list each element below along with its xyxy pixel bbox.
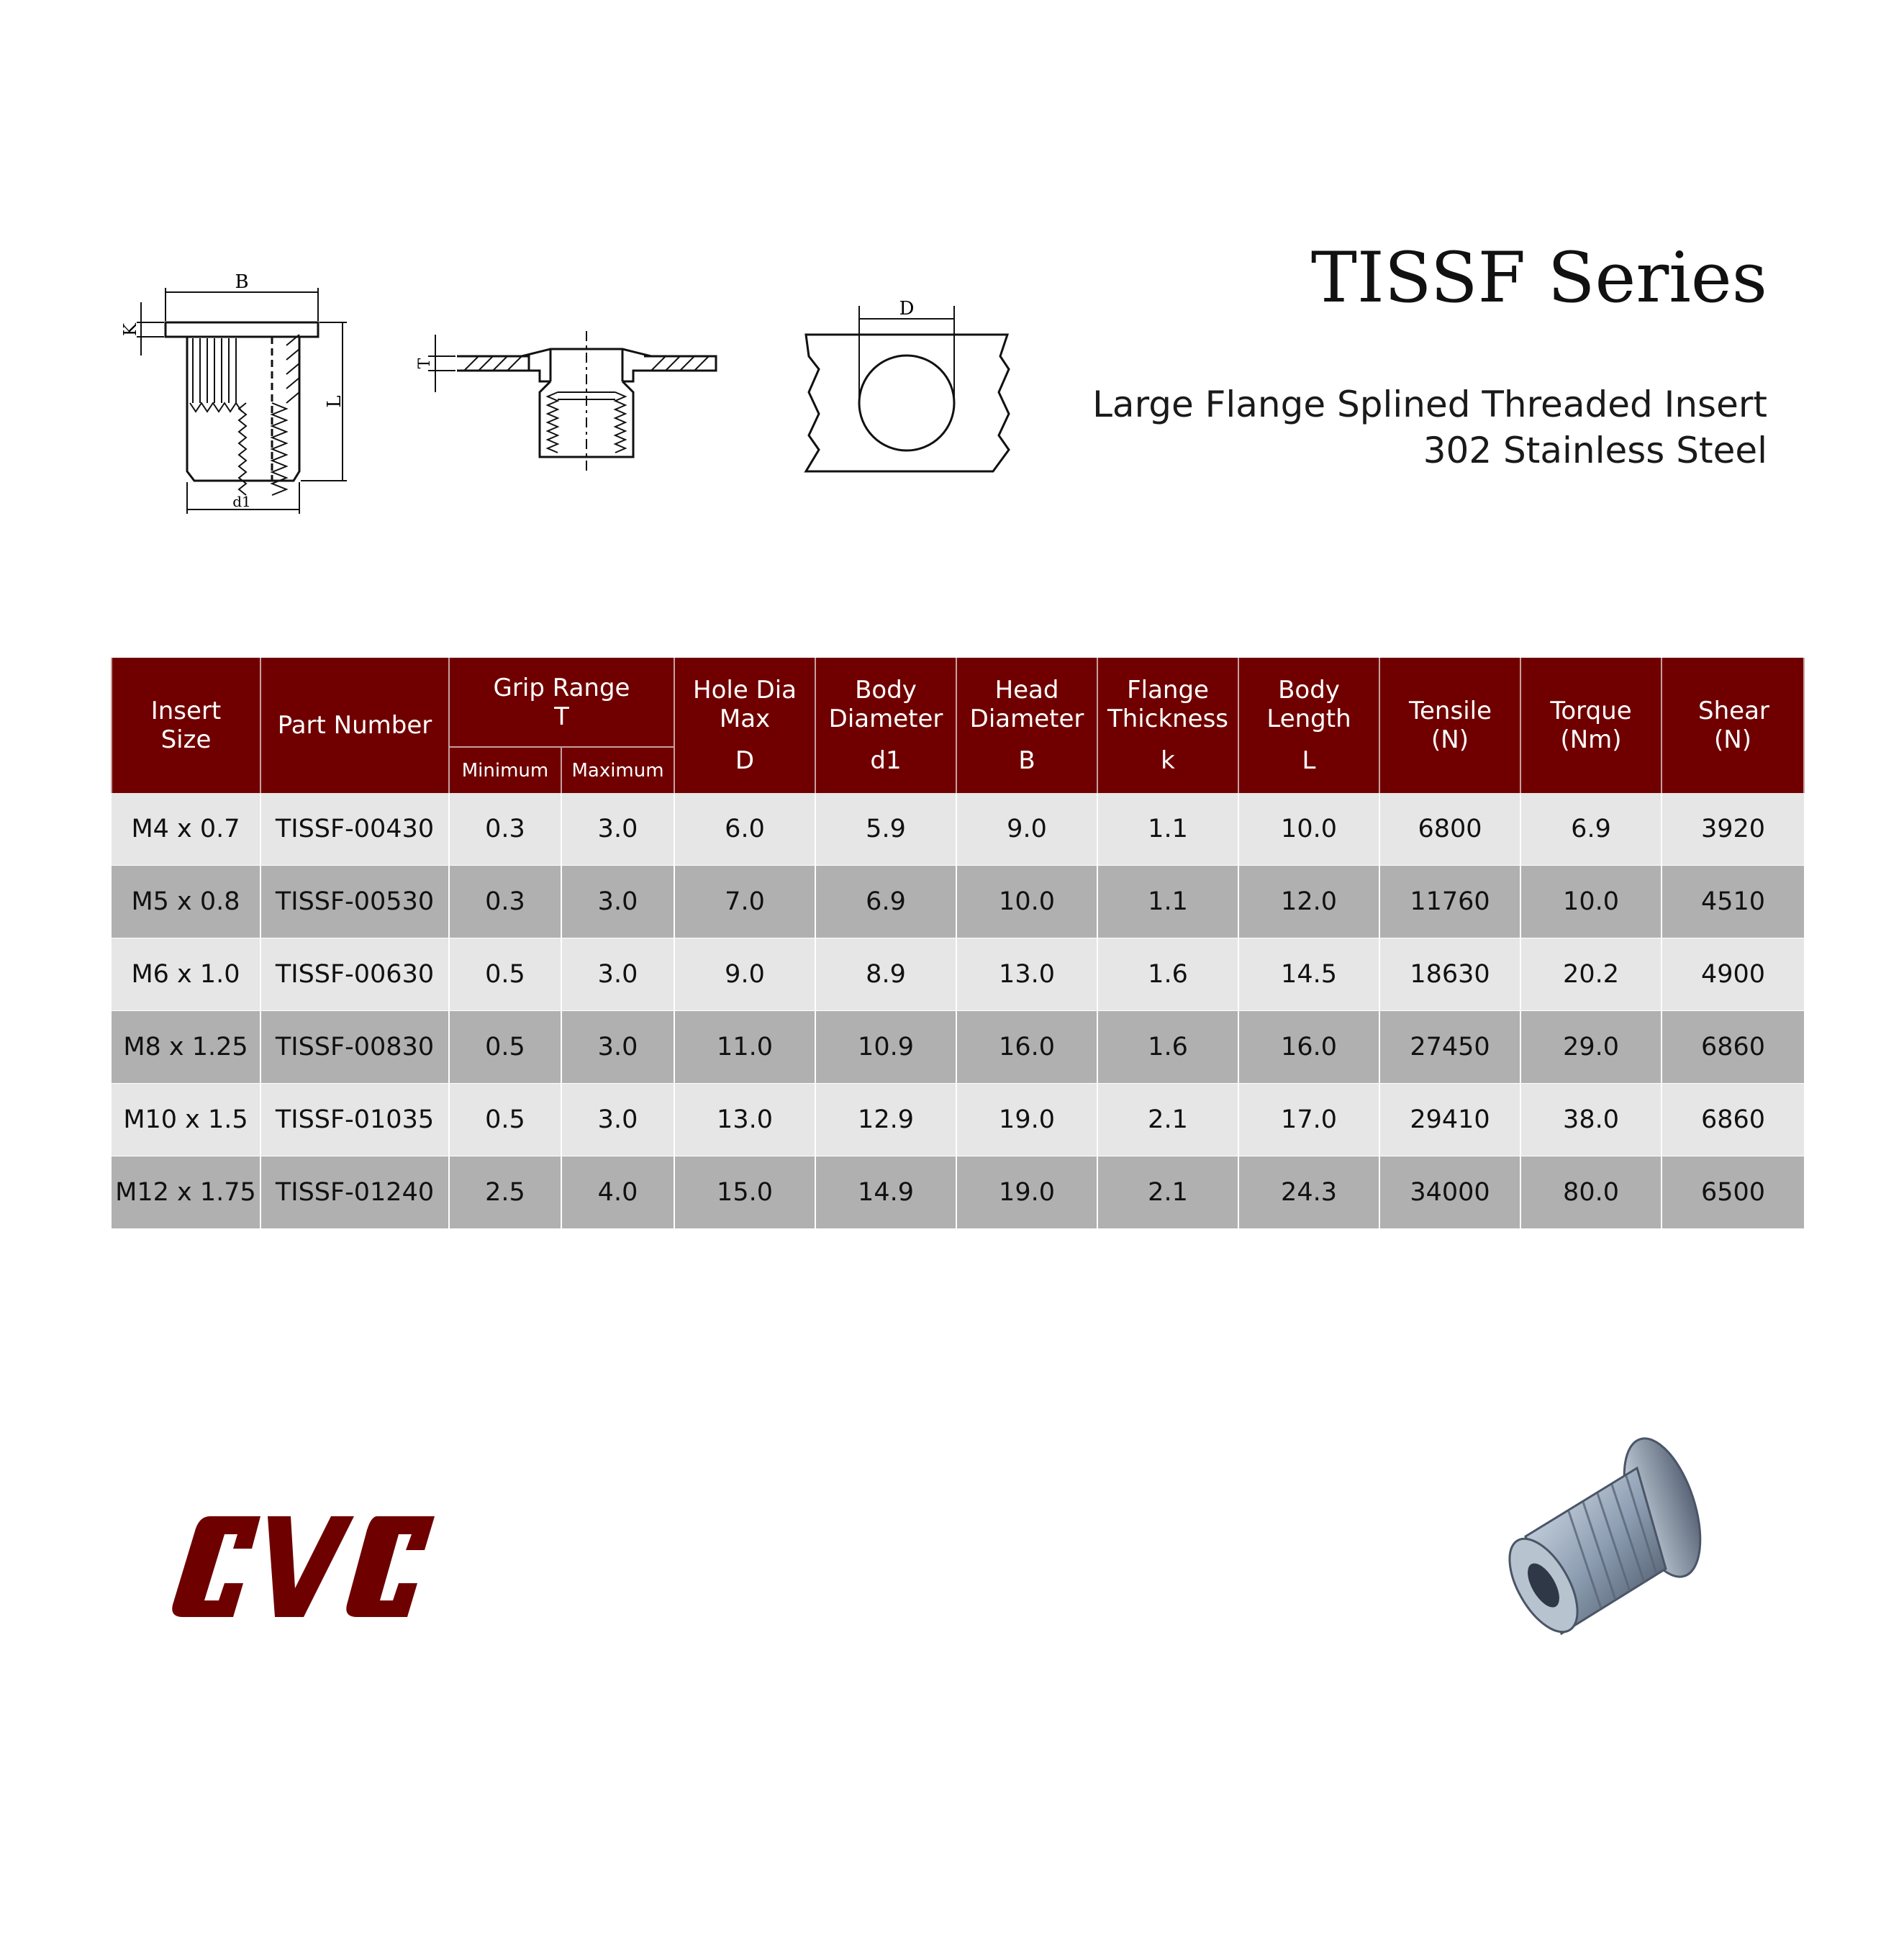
cell-head-diameter: 19.0 <box>956 1156 1097 1229</box>
cell-head-diameter: 13.0 <box>956 938 1097 1011</box>
table-row <box>112 1084 1804 1156</box>
header-flange-thickness <box>1097 658 1238 793</box>
cell-body-length: 10.0 <box>1238 793 1379 866</box>
cell-grip-max: 4.0 <box>561 1156 674 1229</box>
flange-thickness-label: Flange Thickness <box>1107 676 1229 733</box>
cell-insert-size: M6 x 1.0 <box>112 938 260 1011</box>
cell-body-length: 16.0 <box>1238 1011 1379 1084</box>
cell-shear: 3920 <box>1662 793 1804 866</box>
body-length-label: Body Length <box>1266 676 1351 733</box>
cell-body-length: 12.0 <box>1238 866 1379 938</box>
subtitle-product: Large Flange Splined Threaded Insert <box>1092 384 1767 425</box>
hole-dimension-drawing <box>799 291 1015 479</box>
cell-body-diameter: 5.9 <box>815 793 956 866</box>
cell-tensile: 18630 <box>1379 938 1520 1011</box>
cell-part-number: TISSF-01240 <box>260 1156 449 1229</box>
grip-range-symbol: T <box>554 702 569 731</box>
cell-hole-dia: 7.0 <box>674 866 815 938</box>
cell-hole-dia: 13.0 <box>674 1084 815 1156</box>
cell-hole-dia: 15.0 <box>674 1156 815 1229</box>
table-row <box>112 938 1804 1011</box>
table-row <box>112 866 1804 938</box>
cell-grip-min: 0.5 <box>449 1011 561 1084</box>
cell-body-diameter: 14.9 <box>815 1156 956 1229</box>
cell-body-length: 24.3 <box>1238 1156 1379 1229</box>
cell-flange-thickness: 1.1 <box>1097 866 1238 938</box>
cell-head-diameter: 16.0 <box>956 1011 1097 1084</box>
cell-shear: 6500 <box>1662 1156 1804 1229</box>
cell-grip-min: 0.3 <box>449 866 561 938</box>
cell-head-diameter: 19.0 <box>956 1084 1097 1156</box>
cell-insert-size: M12 x 1.75 <box>112 1156 260 1229</box>
cell-part-number: TISSF-01035 <box>260 1084 449 1156</box>
cell-tensile: 6800 <box>1379 793 1520 866</box>
cell-grip-min: 2.5 <box>449 1156 561 1229</box>
cell-tensile: 11760 <box>1379 866 1520 938</box>
cell-grip-min: 0.5 <box>449 1084 561 1156</box>
cell-body-diameter: 8.9 <box>815 938 956 1011</box>
cell-flange-thickness: 2.1 <box>1097 1156 1238 1229</box>
cell-insert-size: M4 x 0.7 <box>112 793 260 866</box>
cell-torque: 38.0 <box>1520 1084 1662 1156</box>
cell-torque: 80.0 <box>1520 1156 1662 1229</box>
header-body-length <box>1238 658 1379 793</box>
cell-part-number: TISSF-00430 <box>260 793 449 866</box>
dim-label-b: B <box>235 271 249 293</box>
subtitle-material: 302 Stainless Steel <box>1423 430 1767 471</box>
header-head-diameter <box>956 658 1097 793</box>
cell-insert-size: M5 x 0.8 <box>112 866 260 938</box>
dim-label-d1: d1 <box>232 493 251 510</box>
installed-insert-drawing <box>414 327 730 471</box>
dim-label-t: T <box>416 358 434 369</box>
insert-dimension-drawing <box>115 266 367 525</box>
cell-flange-thickness: 1.1 <box>1097 793 1238 866</box>
header-grip-minimum: Minimum <box>449 747 561 793</box>
header-hole-dia <box>674 658 815 793</box>
cell-tensile: 27450 <box>1379 1011 1520 1084</box>
cell-shear: 6860 <box>1662 1011 1804 1084</box>
cell-shear: 6860 <box>1662 1084 1804 1156</box>
page-subtitle <box>1092 381 1767 474</box>
header-grip-maximum: Maximum <box>561 747 674 793</box>
header-part-number: Part Number <box>260 658 449 793</box>
cell-part-number: TISSF-00530 <box>260 866 449 938</box>
body-diameter-label: Body Diameter <box>828 676 943 733</box>
cell-body-diameter: 6.9 <box>815 866 956 938</box>
cell-torque: 6.9 <box>1520 793 1662 866</box>
cell-grip-min: 0.3 <box>449 793 561 866</box>
hole-dia-label: Hole Dia Max <box>693 676 797 733</box>
cell-flange-thickness: 1.6 <box>1097 1011 1238 1084</box>
grip-range-label: Grip Range <box>493 673 630 702</box>
cell-grip-max: 3.0 <box>561 866 674 938</box>
cell-body-length: 14.5 <box>1238 938 1379 1011</box>
cell-part-number: TISSF-00830 <box>260 1011 449 1084</box>
dim-label-k: K <box>120 323 140 336</box>
cell-head-diameter: 9.0 <box>956 793 1097 866</box>
cell-grip-max: 3.0 <box>561 1084 674 1156</box>
cell-insert-size: M8 x 1.25 <box>112 1011 260 1084</box>
header-body-diameter <box>815 658 956 793</box>
cell-grip-max: 3.0 <box>561 793 674 866</box>
cell-shear: 4900 <box>1662 938 1804 1011</box>
dim-label-d: D <box>899 298 915 320</box>
header-insert-size: Insert Size <box>112 658 260 793</box>
cell-grip-min: 0.5 <box>449 938 561 1011</box>
flange-thickness-symbol: k <box>1161 746 1175 775</box>
cvc-logo <box>167 1513 440 1621</box>
header-grip-range <box>449 658 674 747</box>
cell-torque: 29.0 <box>1520 1011 1662 1084</box>
table-row <box>112 793 1804 866</box>
cell-torque: 20.2 <box>1520 938 1662 1011</box>
cell-tensile: 29410 <box>1379 1084 1520 1156</box>
table-row <box>112 1156 1804 1229</box>
cell-tensile: 34000 <box>1379 1156 1520 1229</box>
cell-part-number: TISSF-00630 <box>260 938 449 1011</box>
cell-flange-thickness: 1.6 <box>1097 938 1238 1011</box>
hole-dia-symbol: D <box>735 746 755 775</box>
cell-body-diameter: 10.9 <box>815 1011 956 1084</box>
header-torque: Torque (Nm) <box>1520 658 1662 793</box>
cell-hole-dia: 9.0 <box>674 938 815 1011</box>
cell-head-diameter: 10.0 <box>956 866 1097 938</box>
head-diameter-symbol: B <box>1018 746 1035 775</box>
cell-grip-max: 3.0 <box>561 1011 674 1084</box>
cell-hole-dia: 11.0 <box>674 1011 815 1084</box>
cell-body-length: 17.0 <box>1238 1084 1379 1156</box>
head-diameter-label: Head Diameter <box>969 676 1084 733</box>
cell-insert-size: M10 x 1.5 <box>112 1084 260 1156</box>
cell-flange-thickness: 2.1 <box>1097 1084 1238 1156</box>
body-diameter-symbol: d1 <box>870 746 902 775</box>
header-tensile: Tensile (N) <box>1379 658 1520 793</box>
header-shear: Shear (N) <box>1662 658 1804 793</box>
table-row <box>112 1011 1804 1084</box>
specification-table <box>111 658 1805 1229</box>
dim-label-l: L <box>324 395 345 408</box>
cell-hole-dia: 6.0 <box>674 793 815 866</box>
cell-torque: 10.0 <box>1520 866 1662 938</box>
cell-grip-max: 3.0 <box>561 938 674 1011</box>
page-title: TISSF Series <box>1310 237 1767 318</box>
cell-shear: 4510 <box>1662 866 1804 938</box>
body-length-symbol: L <box>1302 746 1316 775</box>
insert-product-photo <box>1482 1428 1727 1659</box>
cell-body-diameter: 12.9 <box>815 1084 956 1156</box>
